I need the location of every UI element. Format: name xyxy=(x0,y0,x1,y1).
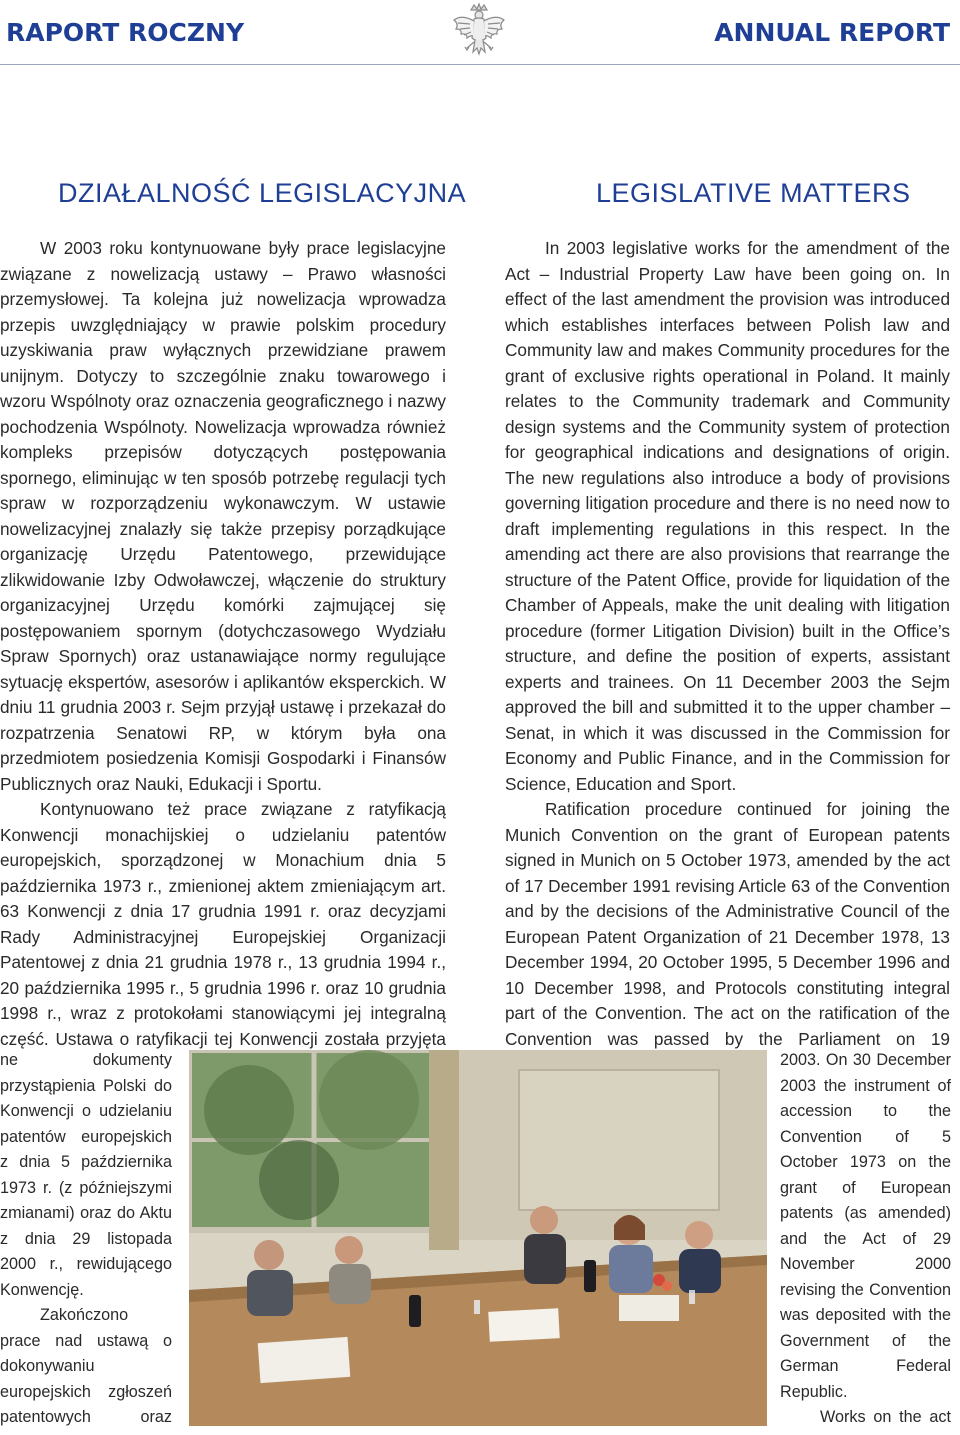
english-paragraph-1: In 2003 legislative works for the amendment of the Act – Industrial Property Law have been going on. In effect of the last amendment the provision was introduced which establishes interfaces between Polish law and Community law and makes Community procedures for the grant of exclusive rights operational in Poland. It mainly relates to the Community trademark and Community design systems and the Community system of protection for geographical indications and designations of origin. The new regulations also introduce a body of provisions governing litigation procedure and there is no need now to draft implementing regulations in this respect. In the amending act there are also provisions that rearrange the structure of the Patent Office, provide for liquidation of the Chamber of Appeals, make the unit dealing with litigation procedure (former Litigation Division) built in the Office’s structure, and define the position of experts, assistant experts and trainees. On 11 December 2003 the Sejm approved the bill and submitted it to the upper chamber – Senat, in which it was discussed in the Commission for Economy and Public Finance, and in the Commission for Science, Education and Sport. xyxy=(505,238,950,794)
polish-paragraph-2: Kontynuowano też prace związane z ratyfikacją Konwencji monachijskiej o udzielaniu patentów europejskich, sporządzonej w Monachium dnia 5 października 1973 r., zmienionej aktem zmieniającym art. 63 Konwencji z dnia 17 grudnia 1991 r. oraz decyzjami Rady Administracyjnej Europejskiej Organizacji Patentowej z dnia 21 grudnia 1978 r., 13 grudnia 1994 r., 20 października 1995 r., 5 grudnia 1996 r. oraz 10 grudnia 1998 r., wraz z protokołami stanowiącymi jej integralną część. Ustawa o ratyfikacji tej Konwencji została przyjęta xyxy=(0,799,446,1049)
header-divider xyxy=(0,64,960,65)
page-header xyxy=(0,0,960,70)
english-main-column xyxy=(505,236,950,1051)
white-eagle-emblem-icon xyxy=(450,2,508,66)
section-heading-english: LEGISLATIVE MATTERS xyxy=(596,178,911,208)
header-title-polish: RAPORT ROCZNY xyxy=(6,18,245,47)
english-paragraph-2: Ratification procedure continued for joining the Munich Convention on the grant of European patents signed in Munich on 5 October 1973, amended by the act of 17 December 1991 revising Article 63 of the Convention and by the decisions of the Administrative Council of the European Patent Organization of 21 December 1978, 13 December 1994, 20 October 1995, 5 December 1996 and 10 December 1998, and Protocols constituting integral part of the Convention. The act on the ratification of the Convention was passed by the Parliament on 19 xyxy=(505,799,950,1049)
english-side-paragraph-2: Works on the act xyxy=(820,1408,951,1426)
english-side-paragraph-1: 2003. On 30 December 2003 the instrument of accession to the Convention of 5 October 1973 on the grant of European patents (as amended) and the Act of 29 November 2000 revising the Convention was deposited with the Government of the German Federal Republic. xyxy=(780,1051,951,1401)
section-heading-polish: DZIAŁALNOŚĆ LEGISLACYJNA xyxy=(58,178,467,208)
header-title-english: ANNUAL REPORT xyxy=(714,18,950,47)
polish-side-paragraph-2: Zakończono prace nad ustawą o dokonywaniu europejskich zgłoszeń patentowych oraz xyxy=(0,1306,172,1426)
polish-main-column xyxy=(0,236,446,1051)
meeting-photo xyxy=(189,1050,767,1426)
english-side-column xyxy=(780,1048,951,1433)
polish-side-paragraph-1: ne dokumenty przystąpienia Polski do Konwencji o udzielaniu patentów europejskich z dnia 5 października 1973 r. (z późniejszymi zmianami) oraz do Aktu z dnia 29 listopada 2000 r., rewidującego Konwencję. xyxy=(0,1051,172,1299)
polish-paragraph-1: W 2003 roku kontynuowane były prace legislacyjne związane z nowelizacją ustawy – Prawo własności przemysłowej. Ta kolejna już nowelizacja wprowadza przepis uwzględniający w prawie polskim procedury uzyskiwania praw wyłącznych przewidziane prawem unijnym. Dotyczy to szczególnie znaku towarowego i wzoru Wspólnoty oraz oznaczenia geograficznego i nazwy pochodzenia Wspólnoty. Nowelizacja wprowadza również kompleks przepisów dotyczących postępowania spornego, eliminując w ten sposób potrzebę regulacji tych spraw w rozporządzeniu wykonawczym. W ustawie nowelizacyjnej znalazły się także przepisy porządkujące organizację Urzędu Patentowego, przewidujące zlikwidowanie Izby Odwoławczej, włączenie do struktury organizacyjnej Urzędu komórki zajmującej się postępowaniem spornym (dotychczasowego Wydziału Spraw Spornych) oraz ustanawiające normy regulujące sytuację ekspertów, asesorów i aplikantów eksperckich. W dniu 11 grudnia 2003 r. Sejm przyjął ustawę i przekazał do rozpatrzenia Senatowi RP, w którym była ona przedmiotem posiedzenia Komisji Gospodarki i Finansów Publicznych oraz Nauki, Edukacji i Sportu. xyxy=(0,238,446,794)
polish-side-column xyxy=(0,1048,172,1433)
